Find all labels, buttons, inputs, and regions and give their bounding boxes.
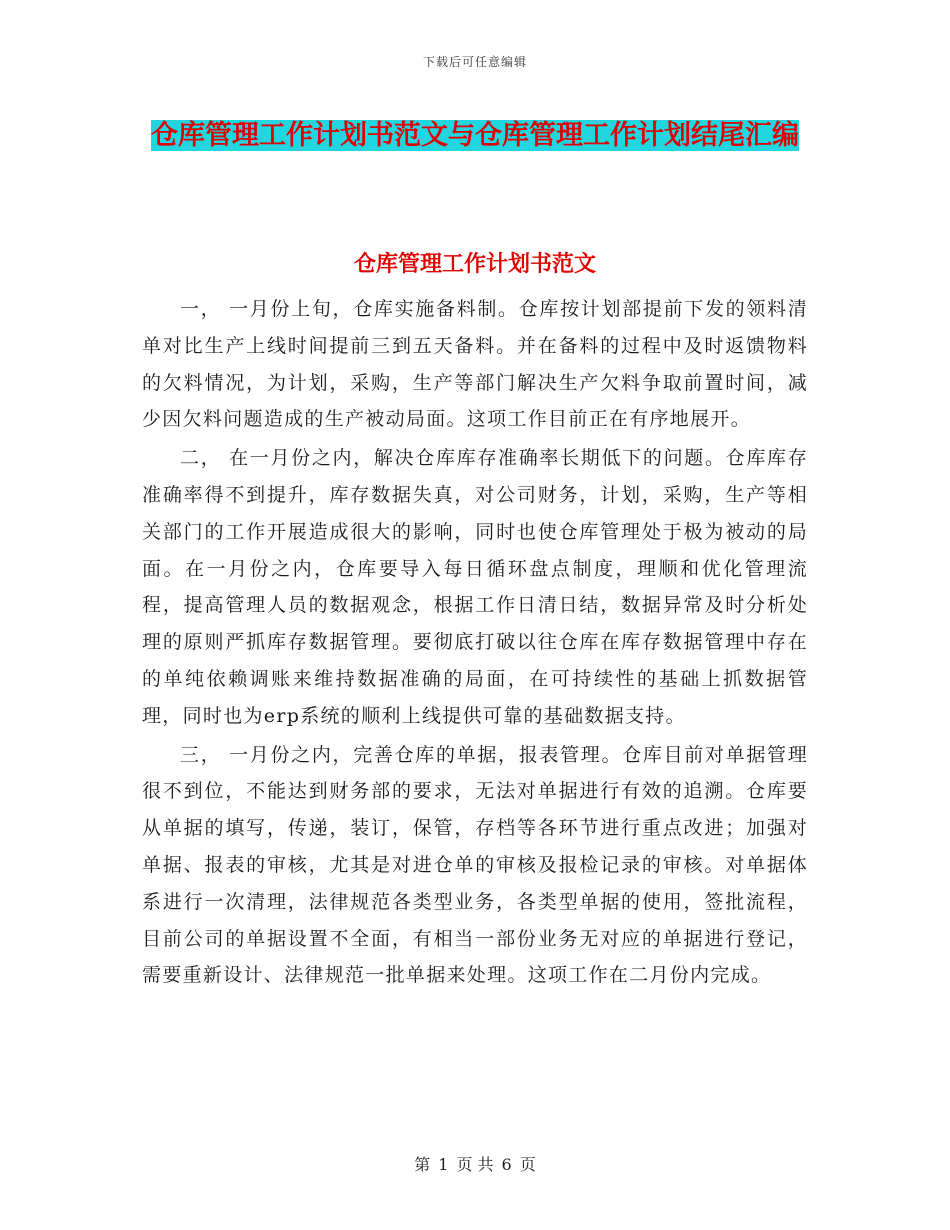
footer-total-pages: 6 (501, 1155, 512, 1174)
document-body (142, 291, 808, 996)
header-note: 下载后可任意编辑 (422, 55, 527, 69)
footer-page-number: 1 (438, 1155, 449, 1174)
section-title: 仓库管理工作计划书范文 (353, 251, 596, 277)
page-footer (0, 1152, 950, 1175)
paragraph-3: 三， 一月份之内，完善仓库的单据，报表管理。仓库目前对单据管理很不到位，不能达到财务部的要求，无法对单据进行有效的追溯。仓库要从单据的填写，传递，装订，保管，存档等各环节进行重点改进；加强对单据、报表的审核，尤其是对进仓单的审核及报检记录的审核。对单据体系进行一次清理，法律规范各类型业务，各类型单据的使用，签批流程，目前公司的单据设置不全面，有相当一部份业务无对应的单据进行登记，需要重新设计、法律规范一批单据来处理。这项工作在二月份内完成。 (142, 743, 808, 987)
paragraph-2: 二， 在一月份之内，解决仓库库存准确率长期低下的问题。仓库库存准确率得不到提升，库存数据失真，对公司财务，计划，采购，生产等相关部门的工作开展造成很大的影响，同时也使仓库管理处于极为被动的局面。在一月份之内，仓库要导入每日循环盘点制度，理顺和优化管理流程，提高管理人员的数据观念，根据工作日清日结，数据异常及时分析处理的原则严抓库存数据管理。要彻底打破以往仓库在库存数据管理中存在的单纯依赖调账来维持数据准确的局面，在可持续性的基础上抓数据管理，同时也为erp系统的顺利上线提供可靠的基础数据支持。 (142, 447, 808, 727)
footer-middle: 页 共 (456, 1155, 494, 1174)
footer-prefix: 第 (414, 1155, 431, 1174)
paragraph-1: 一， 一月份上旬，仓库实施备料制。仓库按计划部提前下发的领料清单对比生产上线时间提前三到五天备料。并在备料的过程中及时返馈物料的欠料情况，为计划，采购，生产等部门解决生产欠料争取前置时间，减少因欠料问题造成的生产被动局面。这项工作目前正在有序地展开。 (142, 298, 808, 431)
footer-suffix: 页 (519, 1155, 536, 1174)
document-title (140, 112, 810, 160)
document-title-text: 仓库管理工作计划书范文与仓库管理工作计划结尾汇编 (151, 120, 799, 151)
